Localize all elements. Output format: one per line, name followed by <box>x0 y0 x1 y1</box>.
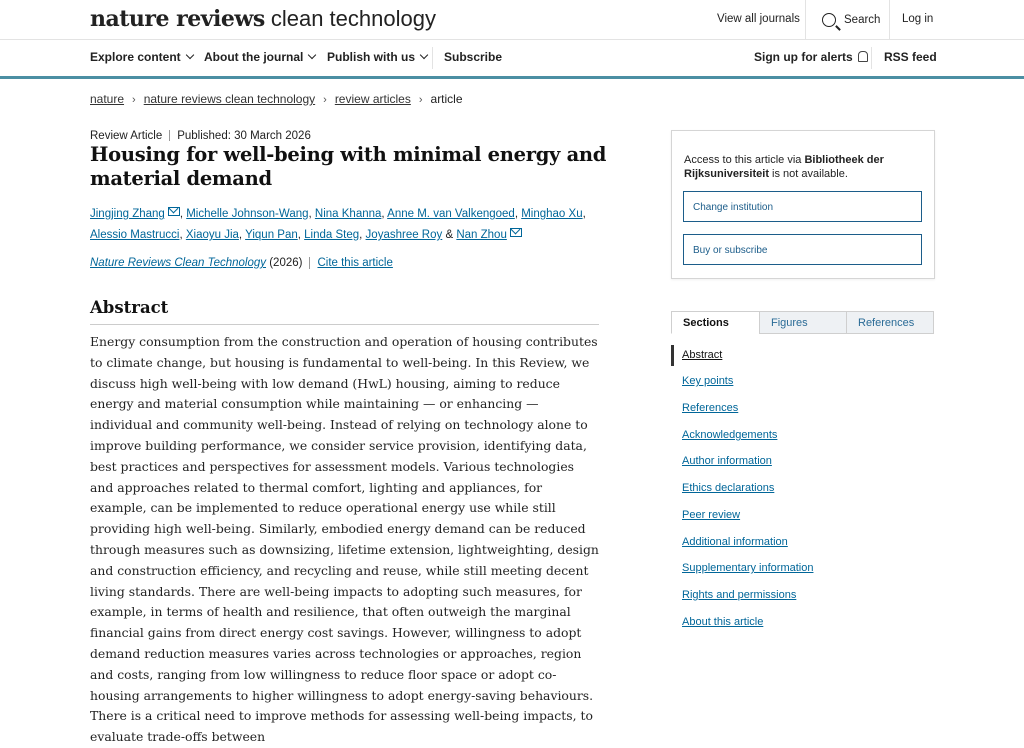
divider <box>805 0 806 39</box>
author-link[interactable]: Minghao Xu <box>521 208 583 220</box>
access-message <box>684 153 914 181</box>
author-link[interactable]: Yiqun Pan <box>245 229 298 241</box>
journal-citation <box>90 257 393 269</box>
journal-link[interactable]: Nature Reviews Clean Technology <box>90 257 267 270</box>
active-section-indicator <box>671 345 674 366</box>
sidebar-tabs <box>671 311 934 335</box>
section-link-ethics[interactable]: Ethics declarations <box>682 482 775 494</box>
alerts-signup-link[interactable] <box>754 50 868 64</box>
about-journal-menu[interactable] <box>204 50 315 64</box>
cite-article-link[interactable]: Cite this article <box>317 257 393 270</box>
change-institution-button[interactable]: Change institution <box>683 191 922 222</box>
section-link-key-points[interactable]: Key points <box>682 375 734 387</box>
divider <box>432 47 433 69</box>
chevron-right-icon: › <box>323 94 327 106</box>
explore-label: Explore content <box>90 50 181 64</box>
login-link[interactable]: Log in <box>902 13 934 25</box>
author-link[interactable]: Nan Zhou <box>456 229 507 241</box>
mail-icon[interactable] <box>510 228 522 237</box>
tab-sections[interactable]: Sections <box>671 311 760 334</box>
divider <box>309 257 310 269</box>
section-link-author-information[interactable]: Author information <box>682 455 772 467</box>
chevron-down-icon <box>420 51 428 59</box>
tab-figures[interactable]: Figures <box>759 311 847 334</box>
section-link-acknowledgements[interactable]: Acknowledgements <box>682 429 778 441</box>
chevron-right-icon: › <box>418 94 423 106</box>
buy-subscribe-button[interactable]: Buy or subscribe <box>683 234 922 265</box>
article-type: Review Article <box>90 130 163 142</box>
year: (2026) <box>269 257 303 270</box>
top-bar <box>0 0 1024 40</box>
explore-content-menu[interactable] <box>90 50 193 64</box>
chevron-down-icon <box>308 51 316 59</box>
section-link-supplementary[interactable]: Supplementary information <box>682 562 814 574</box>
mail-icon[interactable] <box>168 207 180 216</box>
author-link[interactable]: Nina Khanna <box>314 208 382 220</box>
author-link[interactable]: Michelle Johnson-Wang <box>186 208 309 220</box>
subscribe-link[interactable]: Subscribe <box>444 50 503 64</box>
section-link-references[interactable]: References <box>682 402 739 414</box>
and-text: & <box>445 229 454 241</box>
section-link-rights[interactable]: Rights and permissions <box>682 589 797 601</box>
search-button[interactable] <box>822 13 880 27</box>
access-prefix: Access to this article via <box>684 154 802 166</box>
author-list: Jingjing Zhang , Michelle Johnson-Wang, Nina Khanna, Anne M. van Valkengoed, Minghao Xu, Alessio Mastrucci, Xiaoyu Jia, Yiqun Pan, Linda Steg, Joyashree Roy & Nan Zhou <box>90 208 586 241</box>
bell-icon <box>858 51 868 62</box>
breadcrumb-review-articles[interactable]: review articles <box>334 92 411 106</box>
search-label: Search <box>844 14 881 27</box>
view-all-journals-link[interactable]: View all journals <box>717 13 800 25</box>
divider <box>169 130 170 141</box>
section-link-peer-review[interactable]: Peer review <box>682 509 741 521</box>
author-link[interactable]: Joyashree Roy <box>365 229 443 241</box>
abstract-heading: Abstract <box>90 298 599 325</box>
published-date: Published: 30 March 2026 <box>177 130 311 142</box>
author-link[interactable]: Anne M. van Valkengoed <box>387 208 515 220</box>
author-link[interactable]: Jingjing Zhang <box>90 208 165 220</box>
chevron-right-icon: › <box>132 94 136 106</box>
publish-label: Publish with us <box>327 50 416 64</box>
institution-name: Bibliotheek der Rijksuniversiteit <box>684 154 884 180</box>
access-box <box>671 130 935 279</box>
alerts-label: Sign up for alerts <box>754 50 853 64</box>
section-link-additional-info[interactable]: Additional information <box>682 536 788 548</box>
publish-with-us-menu[interactable] <box>327 50 427 64</box>
author-link[interactable]: Xiaoyu Jia <box>185 229 239 241</box>
about-label: About the journal <box>204 50 304 64</box>
article-meta <box>90 130 311 142</box>
author-link[interactable]: Alessio Mastrucci <box>90 229 180 241</box>
section-link-about[interactable]: About this article <box>682 616 764 628</box>
divider <box>889 0 890 39</box>
chevron-down-icon <box>185 51 193 59</box>
tab-references[interactable]: References <box>846 311 934 334</box>
search-icon <box>822 13 836 27</box>
article-title: Housing for well-being with minimal energy and material demand <box>90 143 607 190</box>
logo-bold-text: nature reviews <box>90 6 265 32</box>
journal-logo[interactable] <box>90 6 436 32</box>
divider <box>871 47 872 69</box>
access-suffix: is not available. <box>772 168 848 180</box>
breadcrumb-nature[interactable]: nature <box>90 92 125 106</box>
author-link[interactable]: Linda Steg <box>304 229 360 241</box>
breadcrumb-current: article <box>430 92 463 106</box>
logo-sub-text: clean technology <box>270 6 436 31</box>
rss-feed-link[interactable]: RSS feed <box>884 50 937 64</box>
section-link-abstract[interactable]: Abstract <box>682 349 723 361</box>
main-nav <box>0 40 1024 79</box>
breadcrumb <box>90 92 463 106</box>
abstract-text: Energy consumption from the construction and operation of housing contributes to climate change, but housing is fundamental to well-being. In this Review, we discuss high well-being with low demand (HwL) housing, aiming to reduce energy and material consumption while maintaining — or enhancing — individual and community well-being. Instead of relying on technology alone to improve building performance, we consider service provision, identifying data, best practices and perspectives for assessment models. Various technologies and approaches related to thermal comfort, lighting and appliances, for example, can be implemented to reduce operational energy use while still providing high well-being. Similarly, embodied energy demand can be reduced through measures such as downsizing, lifetime extension, lightweighting, design and construction efficiency, and recycling and reuse, while still meeting decent living standards. There are well-being impacts to adopting such measures, for example, in terms of health and resilience, that often outweigh the marginal financial gains from direct energy cost savings. However, willingness to adopt demand reduction measures varies across technologies or approaches, region and costs, ranging from low willingness to reduce floor space or adopt co-housing arrangements to higher willingness to adopt energy-saving behaviours. There is a critical need to improve methods for assessing well-being impacts, to evaluate trade-offs between <box>90 334 599 745</box>
breadcrumb-journal[interactable]: nature reviews clean technology <box>143 92 316 106</box>
